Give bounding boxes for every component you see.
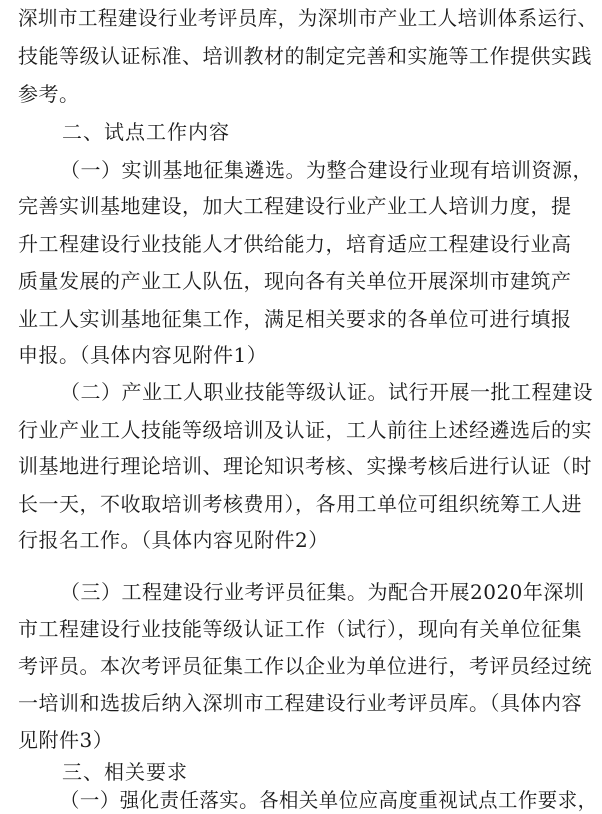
- text-line: （一）实训基地征集遴选。为整合建设行业现有培训资源，: [60, 158, 593, 182]
- text-line: （二）产业工人职业技能等级认证。试行开展一批工程建设: [60, 380, 593, 404]
- text-line: 训基地进行理论培训、理论知识考核、实操考核后进行认证（时: [18, 454, 592, 478]
- section-heading-2: 二、试点工作内容: [62, 120, 230, 144]
- text-line: 完善实训基地建设，加大工程建设行业产业工人培训力度，提: [18, 194, 572, 218]
- text-line: 参考。: [18, 82, 80, 106]
- text-line: （三）工程建设行业考评员征集。为配合开展2020年深圳: [60, 580, 585, 604]
- text-line: 长一天，不收取培训考核费用），各用工单位可组织统筹工人进: [18, 492, 582, 516]
- section-heading-3: 三、相关要求: [62, 760, 188, 784]
- text-line: 见附件3）: [18, 728, 114, 752]
- text-line: （一）强化责任落实。各相关单位应高度重视试点工作要求，: [60, 788, 598, 812]
- text-line: 深圳市工程建设行业考评员库，为深圳市产业工人培训体系运行、: [18, 6, 598, 30]
- text-line: 质量发展的产业工人队伍，现向各有关单位开展深圳市建筑产: [18, 269, 572, 293]
- text-line: 行业产业工人技能等级培训及认证，工人前往上述经遴选后的实: [18, 418, 592, 442]
- text-line: 市工程建设行业技能等级认证工作（试行），现向有关单位征集: [18, 617, 582, 641]
- text-line: 一培训和选拔后纳入深圳市工程建设行业考评员库。（具体内容: [18, 691, 582, 715]
- text-line: 技能等级认证标准、培训教材的制定完善和实施等工作提供实践: [18, 44, 592, 68]
- text-line: 申报。（具体内容见附件1）: [18, 343, 268, 367]
- text-line: 行报名工作。（具体内容见附件2）: [18, 528, 329, 552]
- text-line: 升工程建设行业技能人才供给能力，培育适应工程建设行业高: [18, 232, 572, 256]
- text-line: 业工人实训基地征集工作，满足相关要求的各单位可进行填报: [18, 307, 572, 331]
- text-line: 考评员。本次考评员征集工作以企业为单位进行，考评员经过统: [18, 654, 592, 678]
